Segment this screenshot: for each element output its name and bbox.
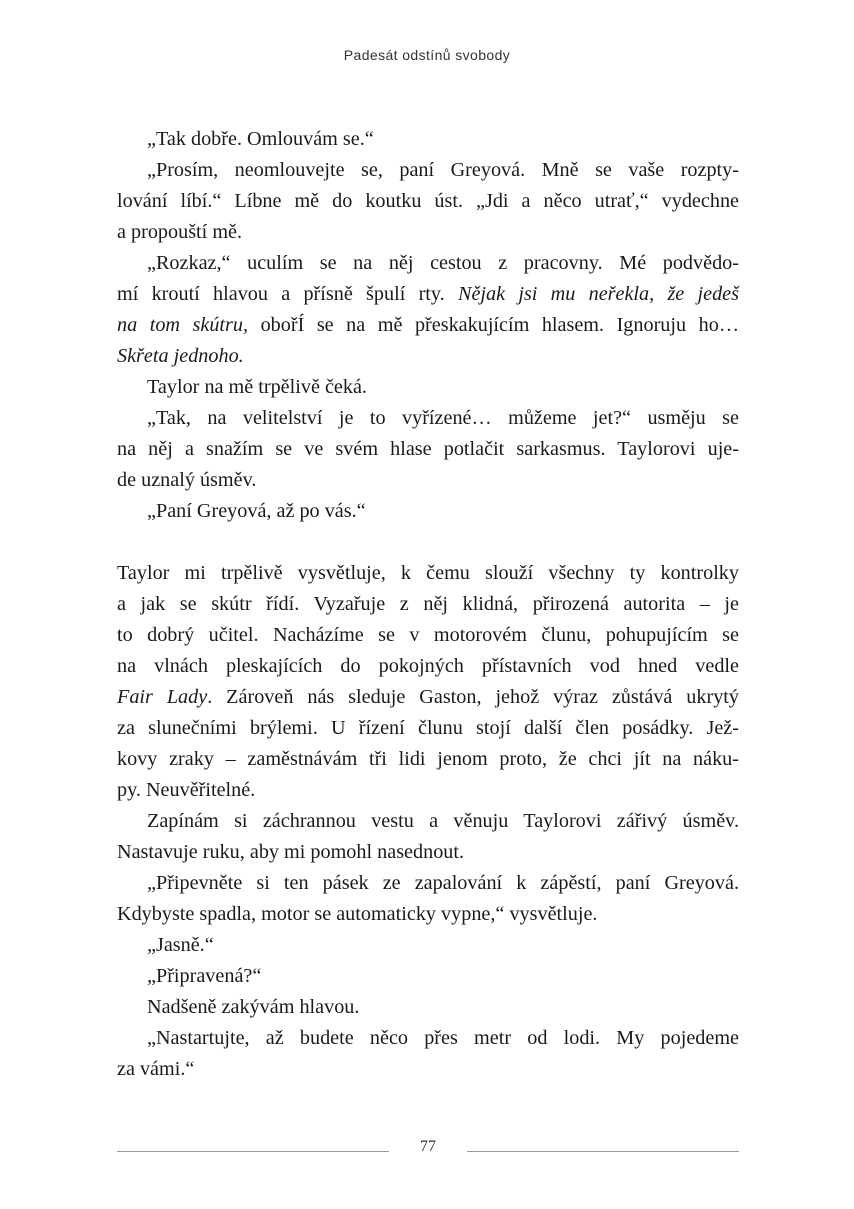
text-line: Kdybyste spadla, motor se automaticky vypne,“ vysvětluje. [117,903,598,925]
text-line: na tom skútru, obořÍ se na mě přeskakujícím hlasem. Ignoruju ho… [117,314,740,336]
text-line: Taylor na mě trpělivě čeká. [147,376,367,398]
text-line: to dobrý učitel. Nacházíme se v motorovém člunu, pohupujícím se [117,624,739,646]
text-line: Taylor mi trpělivě vysvětluje, k čemu slouží všechny ty kontrolky [117,562,739,584]
text-line: a propouští mě. [117,221,243,243]
text-line: Fair Lady. Zároveň nás sleduje Gaston, jehož výraz zůstává ukrytý [117,686,740,708]
page-number: 77 [420,1138,436,1155]
text-line: „Připevněte si ten pásek ze zapalování k zápěstí, paní Greyová. [147,872,739,894]
text-line: de uznalý úsměv. [117,469,257,491]
text-line: „Jasně.“ [147,934,214,956]
running-title: Padesát odstínů svobody [343,47,511,63]
text-line: Nadšeně zakývám hlavou. [147,996,360,1018]
text-line: lování líbí.“ Líbne mě do koutku úst. „Jdi a něco utrať,“ vydechne [117,190,739,212]
italic-text: Fair Lady [117,686,208,708]
text-line: na vlnách pleskajících do pokojných přístavních vod hned vedle [117,655,739,677]
text-line: a jak se skútr řídí. Vyzařuje z něj klidná, přirozená autorita – je [117,593,739,615]
section-break [117,527,739,558]
text-line: „Tak, na velitelství je to vyřízené… můžeme jet?“ usměju se [147,407,739,429]
text-line [117,341,739,372]
italic-text: na tom skútru, [117,314,249,336]
text-line: mí kroutí hlavou a přísně špulí rty. Nějak jsi mu neřekla, že jedeš [117,283,739,305]
page-footer [117,1138,739,1162]
text-line: kovy zraky – zaměstnávám tři lidi jenom proto, že chci jít na náku- [117,748,739,770]
text-line: „Tak dobře. Omlouvám se.“ [147,128,374,150]
text-line: za slunečními brýlemi. U řízení člunu stojí další člen posádky. Jež- [117,717,739,739]
text-line: „Paní Greyová, až po vás.“ [147,500,366,522]
text-line: Zapínám si záchrannou vestu a věnuju Taylorovi zářivý úsměv. [147,810,739,832]
italic-text: Skřeta jednoho. [117,345,244,367]
text-line: „Nastartujte, až budete něco přes metr od lodi. My pojedeme [147,1027,739,1049]
body-text [117,124,739,1085]
text-line: za vámi.“ [117,1058,195,1080]
text-line: Nastavuje ruku, aby mi pomohl nasednout. [117,841,465,863]
text-line: „Rozkaz,“ uculím se na něj cestou z pracovny. Mé podvědo- [147,252,739,274]
footer-rule-right [467,1151,739,1152]
italic-text: Nějak jsi mu neřekla, že jedeš [458,283,739,305]
text-line: na něj a snažím se ve svém hlase potlačit sarkasmus. Taylorovi uje- [117,438,739,460]
text-line: py. Neuvěřitelné. [117,779,256,801]
text-line: „Prosím, neomlouvejte se, paní Greyová. Mně se vaše rozpty- [147,159,739,181]
text-line: „Připravená?“ [147,965,262,987]
